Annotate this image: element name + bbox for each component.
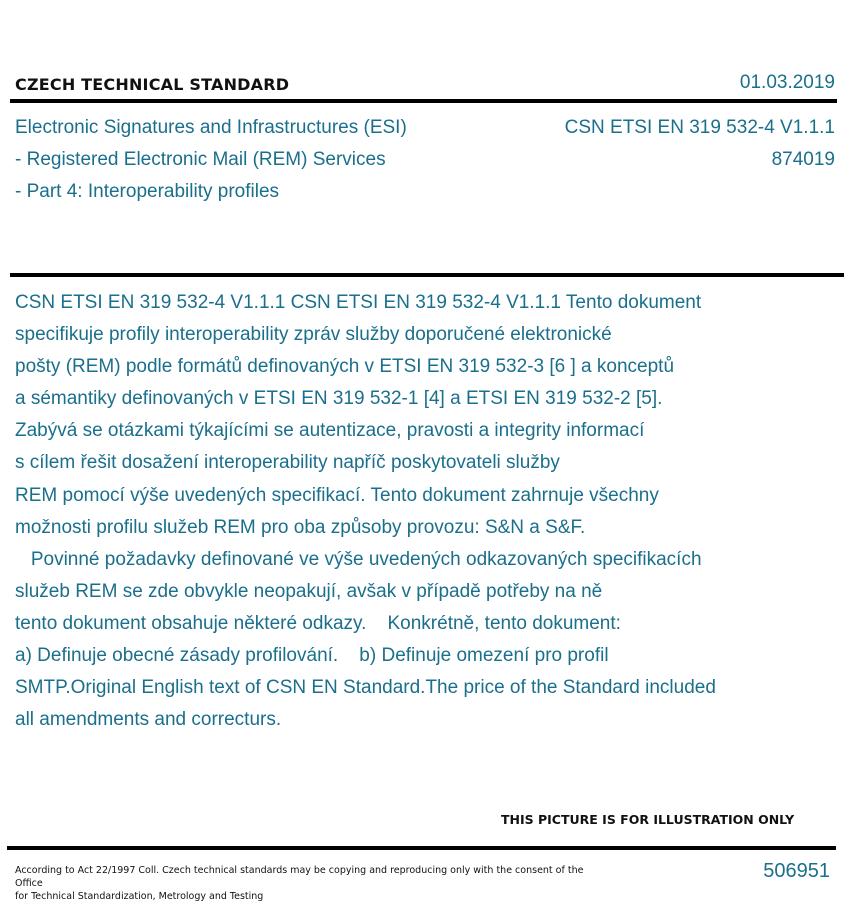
abstract-line: možnosti profilu služeb REM pro oba způsoby provozu: S&N a S&F.: [15, 516, 586, 538]
legal-notice-line: for Technical Standardization, Metrology and Testing: [15, 891, 264, 902]
title-divider: [10, 273, 844, 277]
abstract-line: SMTP.Original English text of CSN EN Standard.The price of the Standard included: [15, 677, 716, 699]
abstract-line: a sémantiky definovaných v ETSI EN 319 532-1 [4] a ETSI EN 319 532-2 [5].: [15, 388, 663, 410]
illustration-disclaimer: THIS PICTURE IS FOR ILLUSTRATION ONLY: [501, 812, 795, 827]
document-abstract: [15, 287, 835, 736]
abstract-line: pošty (REM) podle formátů definovaných v ETSI EN 319 532-3 [6 ] a konceptů: [15, 356, 675, 378]
standard-type-label: CZECH TECHNICAL STANDARD: [15, 75, 290, 94]
document-id: 506951: [763, 860, 830, 882]
footer-divider: [7, 846, 836, 850]
abstract-line: Zabývá se otázkami týkajícími se autentizace, pravosti a integrity informací: [15, 420, 645, 442]
abstract-line: služeb REM se zde obvykle neopakují, avšak v případě potřeby na ně: [15, 580, 603, 602]
standard-code: CSN ETSI EN 319 532-4 V1.1.1: [564, 117, 835, 138]
abstract-line: tento dokument obsahuje některé odkazy. Konkrétně, tento dokument:: [15, 612, 621, 634]
catalog-number: 874019: [771, 149, 835, 170]
abstract-line: specifikuje profily interoperability zpráv služby doporučené elektronické: [15, 324, 612, 346]
legal-notice: [15, 864, 585, 903]
title-line-1: Electronic Signatures and Infrastructures (ESI): [15, 117, 407, 138]
publication-date: 01.03.2019: [739, 72, 835, 93]
abstract-line: REM pomocí výše uvedených specifikací. Tento dokument zahrnuje všechny: [15, 484, 659, 506]
abstract-line: s cílem řešit dosažení interoperability napříč poskytovateli služby: [15, 452, 560, 474]
abstract-line: CSN ETSI EN 319 532-4 V1.1.1 CSN ETSI EN 319 532-4 V1.1.1 Tento dokument: [15, 292, 702, 313]
title-line-2: - Registered Electronic Mail (REM) Services: [15, 149, 386, 170]
title-line-3: - Part 4: Interoperability profiles: [15, 181, 280, 202]
header-divider: [10, 99, 837, 103]
legal-notice-line: According to Act 22/1997 Coll. Czech technical standards may be copying and reproducing only with the consent of the Office: [15, 865, 584, 889]
abstract-line: a) Definuje obecné zásady profilování. b) Definuje omezení pro profil: [15, 645, 609, 667]
abstract-line: Povinné požadavky definované ve výše uvedených odkazovaných specifikacích: [15, 548, 702, 570]
abstract-line: all amendments and correcturs.: [15, 709, 282, 731]
